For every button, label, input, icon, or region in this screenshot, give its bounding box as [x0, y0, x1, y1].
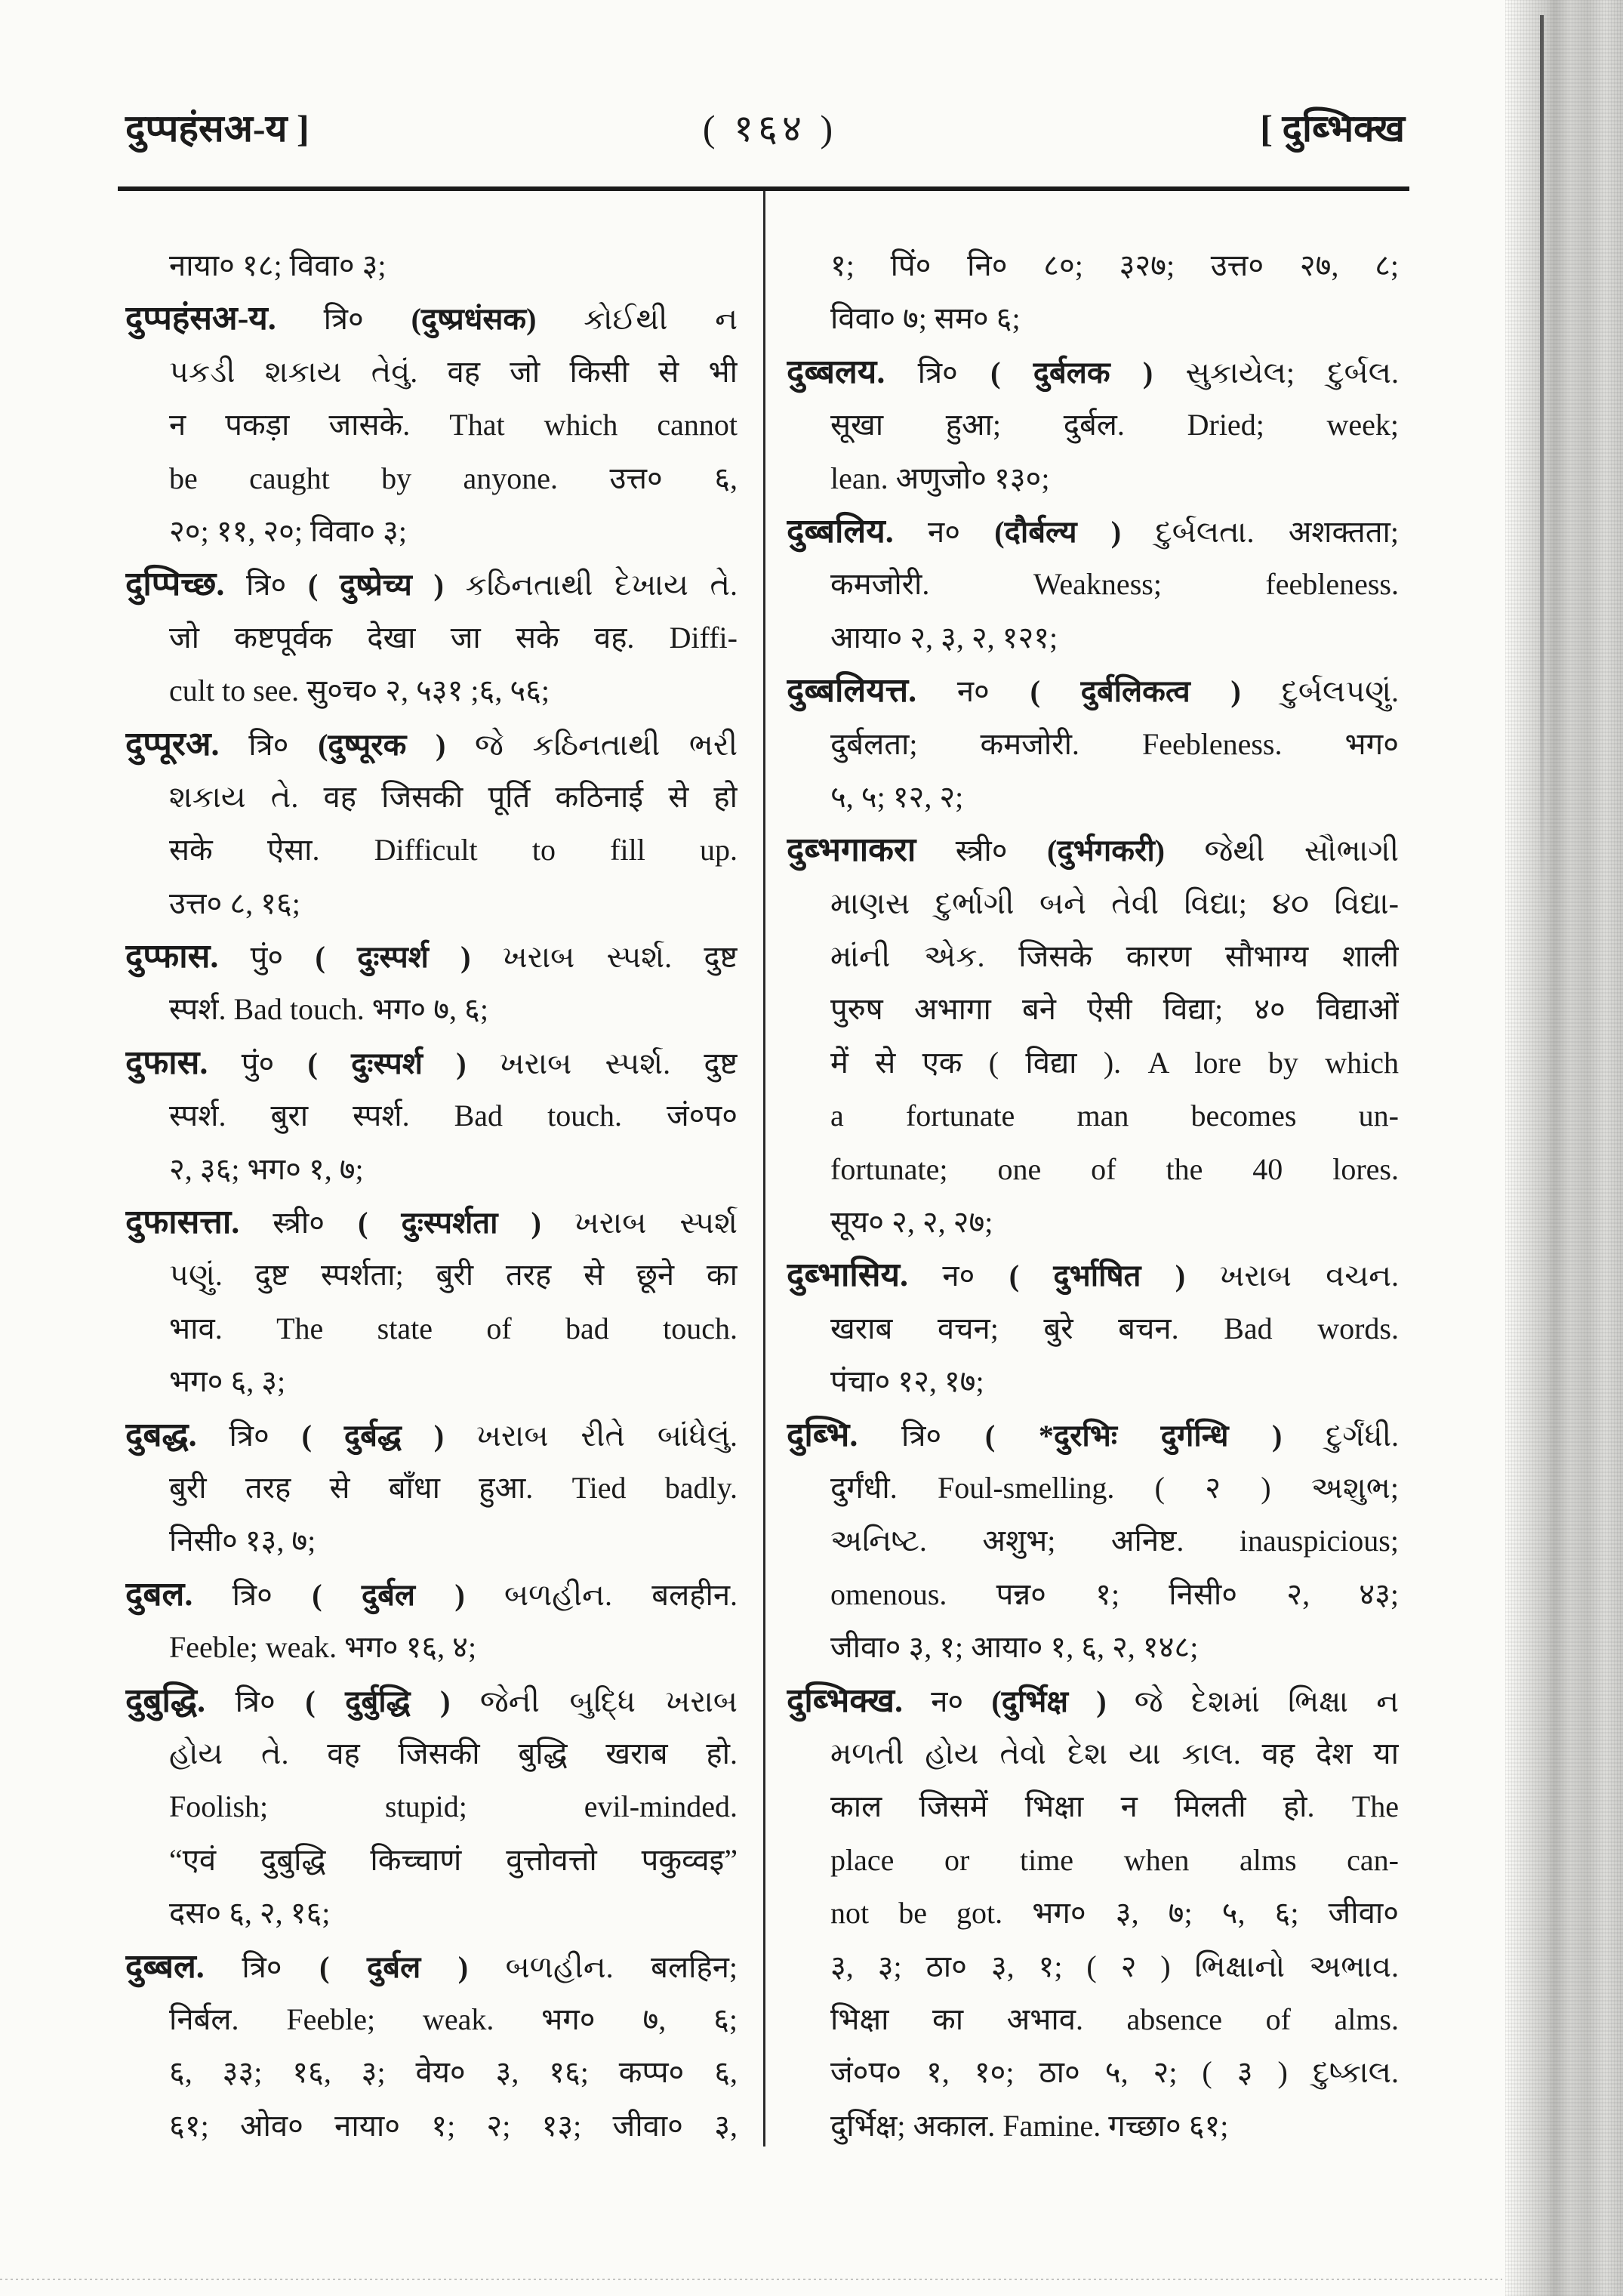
- right-column: [787, 239, 1399, 2153]
- entry-first-line: [125, 1675, 738, 1727]
- grammar-label: त्रि०: [229, 1418, 269, 1453]
- scan-edge-bottom: [0, 2279, 1502, 2280]
- entry-line: भिक्षा का अभाव. absence of alms.: [830, 2002, 1399, 2036]
- headword: दुप्फास.: [125, 938, 219, 975]
- definition-text: જેની બુદ્ધિ ખરાબ: [479, 1684, 738, 1718]
- entry-first-line: [787, 505, 1399, 558]
- entry-line: Feeble; weak. भग० १६, ४;: [169, 1630, 477, 1665]
- headword: दुब्बलय.: [787, 353, 885, 390]
- entry-line: स्पर्श. Bad touch. भग० ७, ६;: [169, 992, 488, 1027]
- grammar-label: त्रि०: [248, 727, 289, 762]
- grammar-label: पुं०: [241, 1046, 275, 1080]
- entry-line: be caught by anyone. उत्त० ६,: [169, 461, 738, 495]
- headword: दुफासत्ता.: [125, 1203, 240, 1241]
- dictionary-entry: [787, 824, 1399, 1249]
- definition-text: કઠિનતાથી દેખાય તે.: [465, 568, 738, 603]
- definition-text: ખરાબ સ્પર્શ: [574, 1206, 738, 1240]
- sanskrit-equivalent: (दुर्भिक्ष ): [991, 1684, 1107, 1718]
- entry-line: અનિષ્ટ. अशुभ; अनिष्ट. inauspicious;: [830, 1524, 1399, 1558]
- headword: दुबुद्धि.: [125, 1681, 206, 1719]
- definition-text: દુર્બલપણું.: [1281, 674, 1399, 709]
- entry-continuation: [125, 239, 738, 292]
- entry-line: दुर्गंधी. Foul-smelling. ( २ ) અશુભ;: [830, 1470, 1399, 1505]
- sanskrit-equivalent: (दौर्बल्य ): [994, 514, 1122, 549]
- grammar-label: त्रि०: [901, 1418, 942, 1453]
- definition-text: કોઈથી ન: [584, 302, 738, 337]
- entry-line: पंचा० १२, १७;: [830, 1364, 984, 1399]
- definition-text: જેથી સૌભાગી: [1204, 834, 1399, 868]
- dictionary-entry: [125, 1940, 738, 2153]
- headword: दुप्पहंसअ-य.: [125, 300, 276, 337]
- dictionary-entry: [125, 1675, 738, 1940]
- entry-line: में से एक ( विद्या ). A lore by which: [830, 1045, 1399, 1080]
- entry-line: not be got. भग० ३, ७; ५, ६; जीवा०: [830, 1896, 1399, 1931]
- grammar-label: त्रि०: [235, 1684, 276, 1718]
- entry-first-line: [125, 1568, 738, 1621]
- entry-line: ६, ३३; १६, ३; वेय० ३, १६; कप्प० ६,: [169, 2055, 738, 2090]
- entry-line: lean. अणुजो० १३०;: [830, 461, 1050, 495]
- entry-line: खराब वचन; बुरे बचन. Bad words.: [830, 1311, 1399, 1345]
- headword: दुप्पूरअ.: [125, 725, 220, 763]
- sanskrit-equivalent: ( दुर्बुद्धि ): [305, 1684, 451, 1718]
- entry-line: न पकड़ा जासके. That which cannot: [169, 408, 738, 442]
- entry-continuation: [787, 239, 1399, 346]
- grammar-label: त्रि०: [246, 568, 287, 603]
- entry-line: सूय० २, २, २७;: [830, 1205, 993, 1240]
- entry-line: आया० २, ३, २, १२१;: [830, 620, 1058, 655]
- entry-line: विवा० ७; सम० ६;: [830, 301, 1021, 336]
- entry-first-line: [125, 558, 738, 611]
- entry-line: પકડી શકાય તેવું. वह जो किसी से भी: [169, 354, 738, 389]
- sanskrit-equivalent: ( दुर्भाषित ): [1009, 1259, 1186, 1293]
- grammar-label: त्रि०: [242, 1949, 282, 1984]
- dictionary-entry: [125, 1409, 738, 1568]
- definition-text: ખરાબ રીતે બાંધેલું.: [476, 1418, 738, 1453]
- entry-line: १; पिं० नि० ८०; ३२७; उत्त० २७, ८;: [830, 248, 1399, 282]
- entry-line: fortunate; one of the 40 lores.: [830, 1151, 1399, 1186]
- column-divider: [763, 191, 765, 2147]
- sanskrit-equivalent: ( दुर्बद्ध ): [301, 1418, 445, 1453]
- entry-line: जं०प० १, १०; ठा० ५, २; ( ३ ) દુષ્કાલ.: [830, 2055, 1399, 2090]
- entry-first-line: [787, 1675, 1399, 1727]
- entry-line: २०; ११, २०; विवा० ३;: [169, 513, 407, 548]
- sanskrit-equivalent: ( दुःस्पर्श ): [307, 1046, 467, 1080]
- dictionary-entry: [125, 1568, 738, 1675]
- entry-line: सूखा हुआ; दुर्बल. Dried; week;: [830, 408, 1399, 442]
- grammar-label: त्रि०: [232, 1577, 273, 1612]
- scan-edge-line: [1540, 15, 1544, 921]
- entry-line: उत्त० ८, १६;: [169, 886, 300, 920]
- definition-text: જે દેશમાં ભિક્ષા ન: [1134, 1684, 1399, 1718]
- entry-line: omenous. पन्न० १; निसी० २, ४३;: [830, 1576, 1399, 1611]
- left-column: [125, 239, 738, 2153]
- entry-line: बुरी तरह से बाँधा हुआ. Tied badly.: [169, 1470, 738, 1505]
- grammar-label: न०: [942, 1259, 975, 1293]
- headword: दुबद्ध.: [125, 1416, 197, 1453]
- dictionary-entry: [125, 1037, 738, 1196]
- sanskrit-equivalent: (दुष्पूरक ): [318, 727, 446, 762]
- entry-first-line: [125, 1037, 738, 1089]
- definition-text: ખરાબ વચન.: [1219, 1259, 1399, 1293]
- dictionary-entry: [125, 1196, 738, 1409]
- sanskrit-equivalent: (दुर्भगकरी): [1047, 834, 1166, 868]
- grammar-label: त्रि०: [917, 355, 958, 390]
- definition-text: બળહીન. बलहीन.: [504, 1577, 738, 1612]
- entry-line: नाया० १८; विवा० ३;: [169, 248, 387, 282]
- scan-edge-right: [1505, 0, 1623, 2296]
- definition-text: સુકાયેલ; દુર્બલ.: [1185, 355, 1399, 390]
- entry-line: place or time when alms can-: [830, 1842, 1399, 1877]
- entry-line: હોય તે. वह जिसकी बुद्धि खराब हो.: [169, 1736, 738, 1771]
- entry-line: जो कष्टपूर्वक देखा जा सके वह. Diffi-: [169, 620, 738, 655]
- definition-text: દુર્બલતા. अशक्तता;: [1155, 514, 1399, 549]
- sanskrit-equivalent: ( दुष्प्रेच्य ): [307, 568, 444, 603]
- entry-first-line: [787, 346, 1399, 399]
- entry-line: कमजोरी. Weakness; feebleness.: [830, 567, 1399, 602]
- definition-text: દુર્ગંધી.: [1326, 1418, 1399, 1453]
- entry-line: ३, ३; ठा० ३, १; ( २ ) ભિક્ષાનો અભાવ.: [830, 1949, 1399, 1983]
- dictionary-entry: [787, 505, 1399, 664]
- dictionary-entry: [125, 558, 738, 717]
- running-head-right: [ दुब्भिक्ख: [1260, 107, 1405, 149]
- headword: दुब्बलियत्त.: [787, 672, 917, 710]
- headword: दुब्भिक्ख.: [787, 1681, 904, 1719]
- sanskrit-equivalent: ( दुर्बल ): [312, 1577, 465, 1612]
- entry-first-line: [787, 1249, 1399, 1302]
- entry-first-line: [787, 664, 1399, 717]
- sanskrit-equivalent: (दुष्प्रधंसक): [411, 302, 537, 337]
- sanskrit-equivalent: ( दुःस्पर्श ): [315, 940, 471, 975]
- headword: दुफास.: [125, 1043, 208, 1081]
- entry-first-line: [125, 292, 738, 345]
- headword: दुब्भगाकरा: [787, 831, 916, 869]
- entry-line: ५, ५; १२, २;: [830, 779, 964, 814]
- sanskrit-equivalent: ( दुर्बल ): [319, 1949, 469, 1984]
- page-number: ( १६४ ): [702, 107, 838, 149]
- entry-line: માંની એક. जिसके कारण सौभाग्य शाली: [830, 939, 1399, 974]
- headword: दुब्बल.: [125, 1947, 205, 1985]
- entry-line: पुरुष अभागा बने ऐसी विद्या; ४० विद्याओं: [830, 992, 1399, 1027]
- entry-line: दुर्बलता; कमजोरी. Feebleness. भग०: [830, 726, 1399, 761]
- entry-line: પણું. दुष्ट स्पर्शता; बुरी तरह से छूने का: [169, 1258, 738, 1293]
- grammar-label: न०: [931, 1684, 964, 1718]
- definition-text: ખરાબ સ્પર્શ. दुष्ट: [499, 1046, 738, 1080]
- entry-first-line: [125, 930, 738, 983]
- sanskrit-equivalent: ( दुर्बलिकत्व ): [1030, 674, 1241, 709]
- entry-first-line: [787, 824, 1399, 877]
- entry-line: निसी० १३, ७;: [169, 1524, 316, 1558]
- entry-line: दस० ६, २, १६;: [169, 1896, 331, 1931]
- grammar-label: स्त्री०: [273, 1206, 325, 1240]
- entry-line: cult to see. सु०च० २, ५३१ ;६, ५६;: [169, 673, 550, 708]
- headword: दुप्पिच्छ.: [125, 566, 225, 603]
- grammar-label: न०: [928, 514, 961, 549]
- dictionary-entry: [787, 346, 1399, 505]
- entry-line: a fortunate man becomes un-: [830, 1099, 1399, 1133]
- grammar-label: त्रि०: [323, 302, 364, 337]
- dictionary-entry: [787, 664, 1399, 824]
- running-head-left: दुप्पहंसअ-य ]: [125, 107, 310, 149]
- headword: दुब्बलिय.: [787, 512, 894, 550]
- entry-line: स्पर्श. बुरा स्पर्श. Bad touch. जं०प०: [169, 1099, 738, 1133]
- grammar-label: स्त्री०: [955, 834, 1008, 868]
- dictionary-entry: [125, 292, 738, 558]
- sanskrit-equivalent: ( दुर्बलक ): [990, 355, 1153, 390]
- entry-line: जीवा० ३, १; आया० १, ६, २, १४८;: [830, 1630, 1199, 1665]
- entry-line: શકાય તે. वह जिसकी पूर्ति कठिनाई से हो: [169, 779, 738, 814]
- entry-line: મળતી હોય તેવો દેશ યા કાલ. वह देश या: [830, 1736, 1399, 1771]
- dictionary-entry: [787, 1249, 1399, 1408]
- entry-first-line: [125, 718, 738, 771]
- entry-line: २, ३६; भग० १, ७;: [169, 1151, 364, 1186]
- entry-first-line: [125, 1409, 738, 1462]
- entry-line: “एवं दुबुद्धि किच्चाणं वुत्तोवत्तो पकुव्वइ”: [169, 1842, 738, 1877]
- entry-line: Foolish; stupid; evil-minded.: [169, 1789, 738, 1824]
- entry-first-line: [125, 1196, 738, 1249]
- dictionary-entry: [125, 930, 738, 1037]
- sanskrit-equivalent: ( *दुरभिः दुर्गन्धि ): [984, 1418, 1283, 1453]
- definition-text: બળહીન. बलहिन;: [505, 1949, 738, 1984]
- entry-first-line: [125, 1940, 738, 1993]
- entry-line: निर्बल. Feeble; weak. भग० ७, ६;: [169, 2002, 738, 2036]
- dictionary-entry: [787, 1675, 1399, 2153]
- definition-text: જે કઠિનતાથી ભરી: [474, 727, 738, 762]
- grammar-label: पुं०: [250, 940, 284, 975]
- headword: दुबल.: [125, 1575, 193, 1613]
- dictionary-entry: [125, 718, 738, 931]
- entry-line: भाव. The state of bad touch.: [169, 1311, 738, 1345]
- dictionary-entry: [787, 1409, 1399, 1675]
- entry-line: માણસ દુર્ભાગી બને તેવી વિદ્યા; ૪૦ વિદ્યા-: [830, 886, 1399, 920]
- entry-line: भग० ६, ३;: [169, 1364, 286, 1399]
- entry-line: काल जिसमें भिक्षा न मिलती हो. The: [830, 1789, 1399, 1824]
- entry-line: ६१; ओव० नाया० १; २; १३; जीवा० ३,: [169, 2108, 738, 2143]
- sanskrit-equivalent: ( दुःस्पर्शता ): [358, 1206, 541, 1240]
- entry-first-line: [787, 1409, 1399, 1462]
- grammar-label: न०: [956, 674, 990, 709]
- entry-line: दुर्भिक्ष; अकाल. Famine. गच्छा० ६१;: [830, 2108, 1229, 2143]
- headword: दुब्भि.: [787, 1416, 858, 1453]
- headword: दुब्भासिय.: [787, 1256, 908, 1294]
- entry-line: सके ऐसा. Difficult to fill up.: [169, 833, 738, 868]
- definition-text: ખરાબ સ્પર્શ. दुष्ट: [502, 940, 738, 975]
